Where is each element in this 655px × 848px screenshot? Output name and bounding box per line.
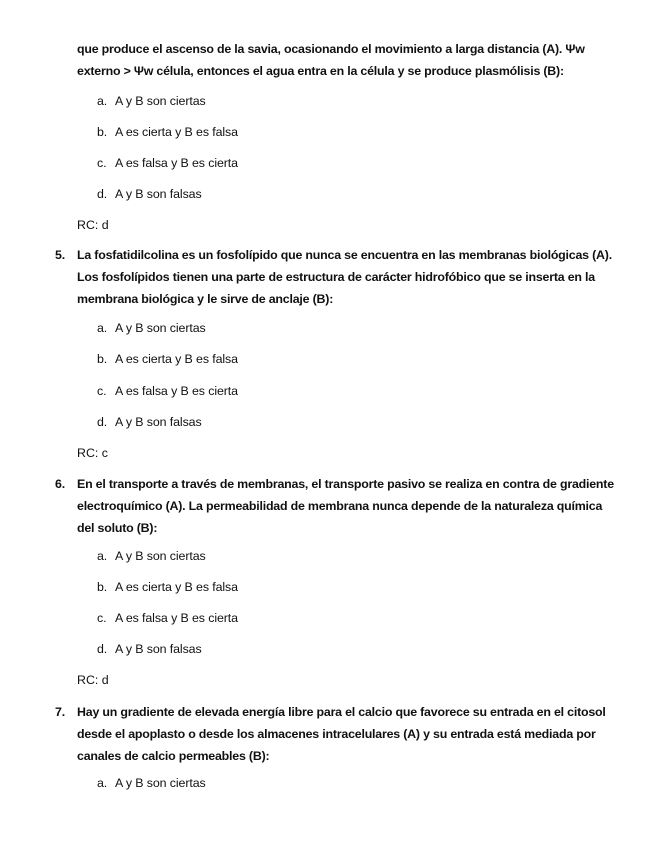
- option-c: [97, 155, 238, 171]
- stem-line: que produce el ascenso de la savia, ocasionando el movimiento a larga distancia (A). Ψw: [77, 42, 585, 56]
- stem-line: En el transporte a través de membranas, el transporte pasivo se realiza en contra de gradiente: [77, 477, 614, 491]
- option-text: A y B son ciertas: [115, 776, 206, 790]
- question-number: 5.: [55, 248, 65, 262]
- option-text: A y B son falsas: [115, 415, 202, 429]
- question-6-stem: [55, 473, 622, 539]
- option-letter: b.: [97, 580, 108, 594]
- answer-key: RC: d: [77, 673, 109, 687]
- stem-line: Los fosfolípidos tienen una parte de estructura de carácter hidrofóbico que se inserta en la: [77, 270, 595, 284]
- option-letter: d.: [97, 187, 108, 201]
- option-b: [97, 351, 238, 367]
- stem-line: del soluto (B):: [77, 521, 158, 535]
- option-a: [97, 775, 206, 791]
- option-b: [97, 579, 238, 595]
- option-letter: a.: [97, 549, 108, 563]
- option-letter: a.: [97, 776, 108, 790]
- option-text: A es cierta y B es falsa: [115, 125, 238, 139]
- option-letter: c.: [97, 156, 107, 170]
- option-text: A y B son falsas: [115, 642, 202, 656]
- option-text: A y B son ciertas: [115, 321, 206, 335]
- option-text: A es cierta y B es falsa: [115, 580, 238, 594]
- stem-line: membrana biológica y le sirve de anclaje (B):: [77, 292, 334, 306]
- option-letter: b.: [97, 352, 108, 366]
- option-letter: d.: [97, 642, 108, 656]
- option-d: [97, 186, 202, 202]
- question-5-stem: [55, 244, 622, 310]
- stem-line: canales de calcio permeables (B):: [77, 749, 270, 763]
- stem-line: La fosfatidilcolina es un fosfolípido que nunca se encuentra en las membranas biológicas (A).: [77, 248, 612, 262]
- option-c: [97, 383, 238, 399]
- answer-key: RC: d: [77, 218, 109, 232]
- answer-key: RC: c: [77, 446, 108, 460]
- option-letter: d.: [97, 415, 108, 429]
- option-text: A y B son falsas: [115, 187, 202, 201]
- option-letter: c.: [97, 611, 107, 625]
- question-number: 6.: [55, 477, 65, 491]
- option-text: A es cierta y B es falsa: [115, 352, 238, 366]
- question-number: 7.: [55, 705, 65, 719]
- stem-line: electroquímico (A). La permeabilidad de membrana nunca depende de la naturaleza química: [77, 499, 603, 513]
- option-text: A es falsa y B es cierta: [115, 611, 238, 625]
- stem-line: desde el apoplasto o desde los almacenes intracelulares (A) y su entrada está mediada por: [77, 727, 596, 741]
- option-text: A es falsa y B es cierta: [115, 156, 238, 170]
- question-continued-stem: [77, 38, 622, 82]
- option-d: [97, 641, 202, 657]
- option-text: A y B son ciertas: [115, 94, 206, 108]
- question-7-stem: [55, 701, 622, 767]
- option-a: [97, 320, 206, 336]
- option-a: [97, 548, 206, 564]
- stem-line: Hay un gradiente de elevada energía libre para el calcio que favorece su entrada en el citosol: [77, 705, 606, 719]
- option-letter: a.: [97, 321, 108, 335]
- option-text: A es falsa y B es cierta: [115, 384, 238, 398]
- option-letter: a.: [97, 94, 108, 108]
- option-d: [97, 414, 202, 430]
- option-c: [97, 610, 238, 626]
- option-a: [97, 93, 206, 109]
- option-letter: b.: [97, 125, 108, 139]
- option-text: A y B son ciertas: [115, 549, 206, 563]
- option-letter: c.: [97, 384, 107, 398]
- stem-line: externo > Ψw célula, entonces el agua entra en la célula y se produce plasmólisis (B):: [77, 64, 564, 78]
- option-b: [97, 124, 238, 140]
